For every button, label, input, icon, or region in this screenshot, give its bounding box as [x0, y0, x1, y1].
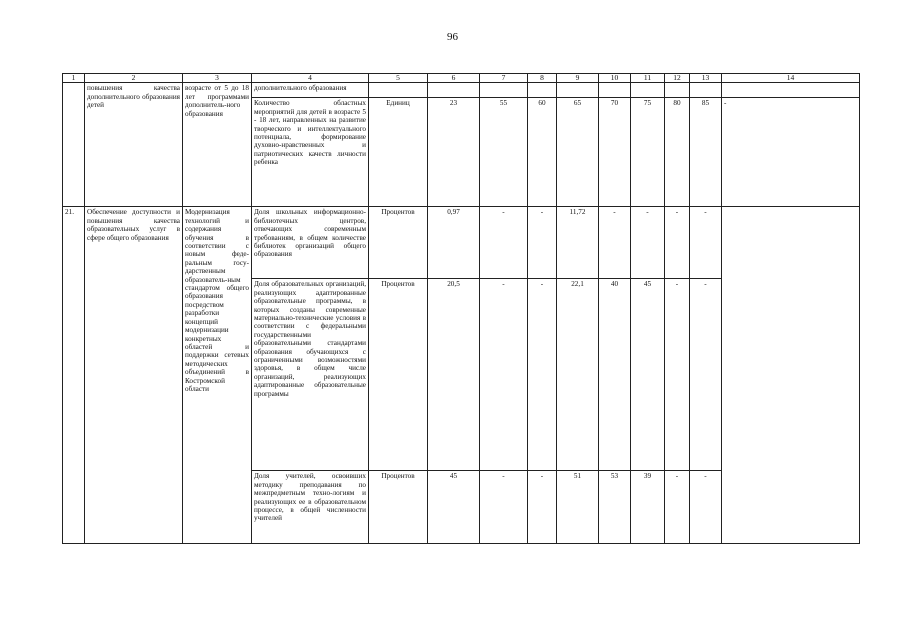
cell-value: 0,97 [428, 207, 480, 279]
cell-value: - [528, 207, 557, 279]
cell-measure: Модернизация технологий и содержания обучения в соответствии с новым феде-ральным госу-дарственным образователь-ным стандартом общего образования посредством разработки концепций модернизации конкретных областей и поддержки сетевых методических объединений в Костромской области [183, 207, 252, 544]
cell-value: - [480, 279, 528, 471]
cell-value: 53 [599, 471, 631, 544]
cell-value: 65 [557, 98, 599, 207]
cell-value: 39 [631, 471, 665, 544]
cell-value: 70 [599, 98, 631, 207]
cell-value: 80 [665, 98, 690, 207]
indicators-table [62, 73, 860, 544]
cell-value: - [665, 279, 690, 471]
col-header-2: 2 [85, 74, 183, 83]
cell-note: - [722, 98, 860, 207]
cell-task: Обеспечение доступности и повышения качества образовательных услуг в сфере общего образования [85, 207, 183, 544]
col-header-7: 7 [480, 74, 528, 83]
column-number-row [63, 74, 860, 83]
col-header-1: 1 [63, 74, 85, 83]
col-header-9: 9 [557, 74, 599, 83]
cell-unit: Процентов [369, 279, 428, 471]
cell-value: 85 [690, 98, 722, 207]
cell-unit: Единиц [369, 98, 428, 207]
col-header-4: 4 [252, 74, 369, 83]
cell-value: - [690, 207, 722, 279]
cell-value: - [631, 207, 665, 279]
col-header-10: 10 [599, 74, 631, 83]
cell-value: 60 [528, 98, 557, 207]
cell-value: - [690, 279, 722, 471]
cell-value: - [480, 471, 528, 544]
col-header-14: 14 [722, 74, 860, 83]
table-row [63, 207, 860, 279]
cell-value: 75 [631, 98, 665, 207]
cell-value: 23 [428, 98, 480, 207]
table-row [63, 83, 860, 98]
cell-indicator: Доля образовательных организаций, реализующих адаптированные образовательные программы, в которых созданы современные материально-технические условия в соответствии с федеральными государственными образовательными стандартами образования обучающихся с ограниченными возможностями здоровья, в общем числе организаций, реализующих адаптированные образовательные программы [252, 279, 369, 471]
cell-indicator: дополнительного образования [252, 83, 369, 98]
cell-number [63, 83, 85, 207]
cell-indicator: Количество областных мероприятий для детей в возрасте 5 - 18 лет, направленных на развитие творческого и интеллектуального потенциала, формирование духовно-нравственных и патриотических качеств личности ребенка [252, 98, 369, 207]
cell-indicator: Доля школьных информационно-библиотечных центров, отвечающих современным требованиям, в общем количестве библиотек организаций общего образования [252, 207, 369, 279]
cell-value: 45 [428, 471, 480, 544]
cell-note [722, 207, 860, 544]
cell-value: 45 [631, 279, 665, 471]
cell-value: 51 [557, 471, 599, 544]
col-header-6: 6 [428, 74, 480, 83]
cell-value: - [665, 207, 690, 279]
cell-task: повышения качества дополнительного образования детей [85, 83, 183, 207]
col-header-12: 12 [665, 74, 690, 83]
cell-value: - [528, 279, 557, 471]
col-header-11: 11 [631, 74, 665, 83]
cell-value: - [480, 207, 528, 279]
page-number: 96 [447, 31, 458, 43]
cell-value: - [690, 471, 722, 544]
col-header-13: 13 [690, 74, 722, 83]
cell-value: 55 [480, 98, 528, 207]
cell-indicator: Доля учителей, освоивших методику преподавания по межпредметным техно-логиям и реализующих ее в образовательном процессе, в общей численности учителей [252, 471, 369, 544]
cell-unit: Процентов [369, 471, 428, 544]
cell-value: - [599, 207, 631, 279]
cell-measure: возрасте от 5 до 18 лет программами дополнитель-ного образования [183, 83, 252, 207]
cell-value: - [528, 471, 557, 544]
col-header-8: 8 [528, 74, 557, 83]
cell-number: 21. [63, 207, 85, 544]
cell-unit: Процентов [369, 207, 428, 279]
cell-value: 40 [599, 279, 631, 471]
col-header-5: 5 [369, 74, 428, 83]
cell-value: 11,72 [557, 207, 599, 279]
cell-value: 20,5 [428, 279, 480, 471]
cell-value: 22,1 [557, 279, 599, 471]
cell-value: - [665, 471, 690, 544]
col-header-3: 3 [183, 74, 252, 83]
